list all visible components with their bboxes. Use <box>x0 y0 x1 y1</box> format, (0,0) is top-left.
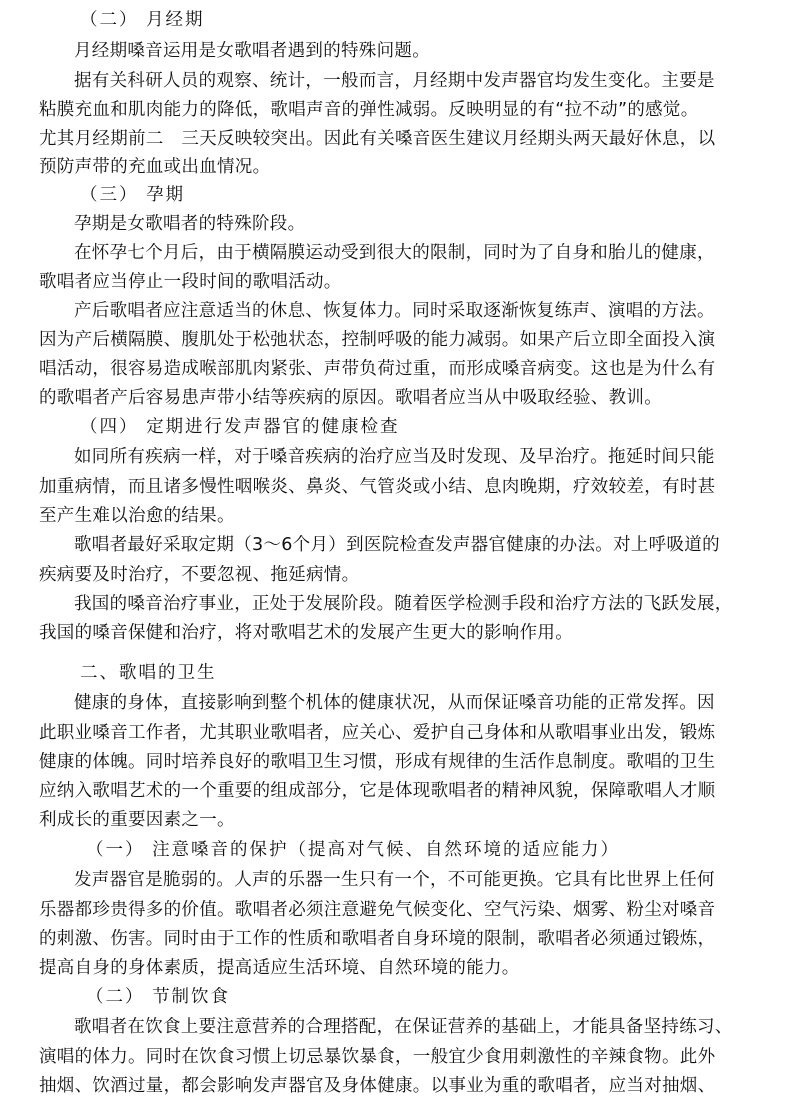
paragraph-line: 发声器官是脆弱的。人声的乐器一生只有一个，不可能更换。它具有比世界上任何 <box>74 870 715 890</box>
paragraph-line: 月经期嗓音运用是女歌唱者遇到的特殊问题。 <box>74 41 430 61</box>
paragraph-line: 我国的嗓音保健和治疗，将对歌唱艺术的发展产生更大的影响作用。 <box>39 623 573 643</box>
paragraph-line: 在怀孕七个月后，由于横隔膜运动受到很大的限制，同时为了自身和胎儿的健康， <box>74 243 715 263</box>
paragraph-line: 利成长的重要因素之一。 <box>39 810 235 830</box>
paragraph-line: 的歌唱者产后容易患声带小结等疾病的原因。歌唱者应当从中吸取经验、教训。 <box>39 388 662 408</box>
paragraph-line: 我国的嗓音治疗事业，正处于发展阶段。随着医学检测手段和治疗方法的飞跃发展， <box>74 594 733 614</box>
paragraph-line: 尤其月经期前二 三天反映较突出。因此有关嗓音医生建议月经期头两天最好休息，以 <box>39 129 716 149</box>
paragraph-line: 歌唱者在饮食上要注意营养的合理搭配，在保证营养的基础上，才能具备坚持练习、 <box>74 1017 733 1037</box>
paragraph-line: 加重病情，而且诸多慢性咽喉炎、鼻炎、气管炎或小结、息肉晚期，疗效较差，有时甚 <box>39 477 716 497</box>
paragraph-line: 健康的体魄。同时培养良好的歌唱卫生习惯，形成有规律的生活作息制度。歌唱的卫生 <box>39 752 716 772</box>
paragraph-line: 孕期是女歌唱者的特殊阶段。 <box>74 214 306 234</box>
paragraph-line: 应纳入歌唱艺术的一个重要的组成部分，它是体现歌唱者的精神风貌，保障歌唱人才顺 <box>39 781 716 801</box>
paragraph-line: 提高自身的身体素质，提高适应生活环境、自然环境的能力。 <box>39 958 520 978</box>
paragraph-line: 粘膜充血和肌肉能力的降低，歌唱声音的弹性减弱。反映明显的有“拉不动”的感觉。 <box>39 100 699 120</box>
paragraph-line: 据有关科研人员的观察、统计，一般而言，月经期中发声器官均发生变化。主要是 <box>74 71 715 91</box>
paragraph-line: 抽烟、饮酒过量，都会影响发声器官及身体健康。以事业为重的歌唱者，应当对抽烟、 <box>39 1076 716 1096</box>
section-heading: （三） 孕期 <box>80 185 186 205</box>
paragraph-line: 此职业嗓音工作者，尤其职业歌唱者，应关心、爱护自己身体和从歌唱事业出发，锻炼 <box>39 723 716 743</box>
section-heading: 二、歌唱的卫生 <box>80 663 217 683</box>
paragraph-line: 的刺激、伤害。同时由于工作的性质和歌唱者自身环境的限制，歌唱者必须通过锻炼， <box>39 929 716 949</box>
paragraph-line: 唱活动，很容易造成喉部肌肉紧张、声带负荷过重，而形成嗓音病变。这也是为什么有 <box>39 359 716 379</box>
section-heading: （二） 节制饮食 <box>86 987 231 1007</box>
paragraph-line: 健康的身体，直接影响到整个机体的健康状况，从而保证嗓音功能的正常发挥。因 <box>74 693 715 713</box>
paragraph-line: 产后歌唱者应注意适当的休息、恢复体力。同时采取逐渐恢复练声、演唱的方法。 <box>74 301 715 321</box>
paragraph-line: 演唱的体力。同时在饮食习惯上切忌暴饮暴食，一般宜少食用刺激性的辛辣食物。此外 <box>39 1047 716 1067</box>
paragraph-line: 预防声带的充血或出血情况。 <box>39 157 271 177</box>
paragraph-line: 如同所有疾病一样，对于嗓音疾病的治疗应当及时发现、及早治疗。拖延时间只能 <box>74 447 715 467</box>
paragraph-line: 因为产后横隔膜、腹肌处于松弛状态，控制呼吸的能力减弱。如果产后立即全面投入演 <box>39 330 716 350</box>
section-heading: （一） 注意嗓音的保护（提高对气候、自然环境的适应能力） <box>86 840 621 860</box>
paragraph-line: 疾病要及时治疗，不要忽视、拖延病情。 <box>39 565 360 585</box>
paragraph-line: 歌唱者应当停止一段时间的歌唱活动。 <box>39 272 342 292</box>
section-heading: （四） 定期进行发声器官的健康检查 <box>80 417 400 437</box>
paragraph-line: 至产生难以治愈的结果。 <box>39 506 235 526</box>
paragraph-line: 乐器都珍贵得多的价值。歌唱者必须注意避免气候变化、空气污染、烟雾、粉尘对嗓音 <box>39 900 716 920</box>
section-heading: （二） 月经期 <box>80 10 205 30</box>
paragraph-line: 歌唱者最好采取定期（3～6个月）到医院检查发声器官健康的办法。对上呼吸道的 <box>74 535 720 555</box>
